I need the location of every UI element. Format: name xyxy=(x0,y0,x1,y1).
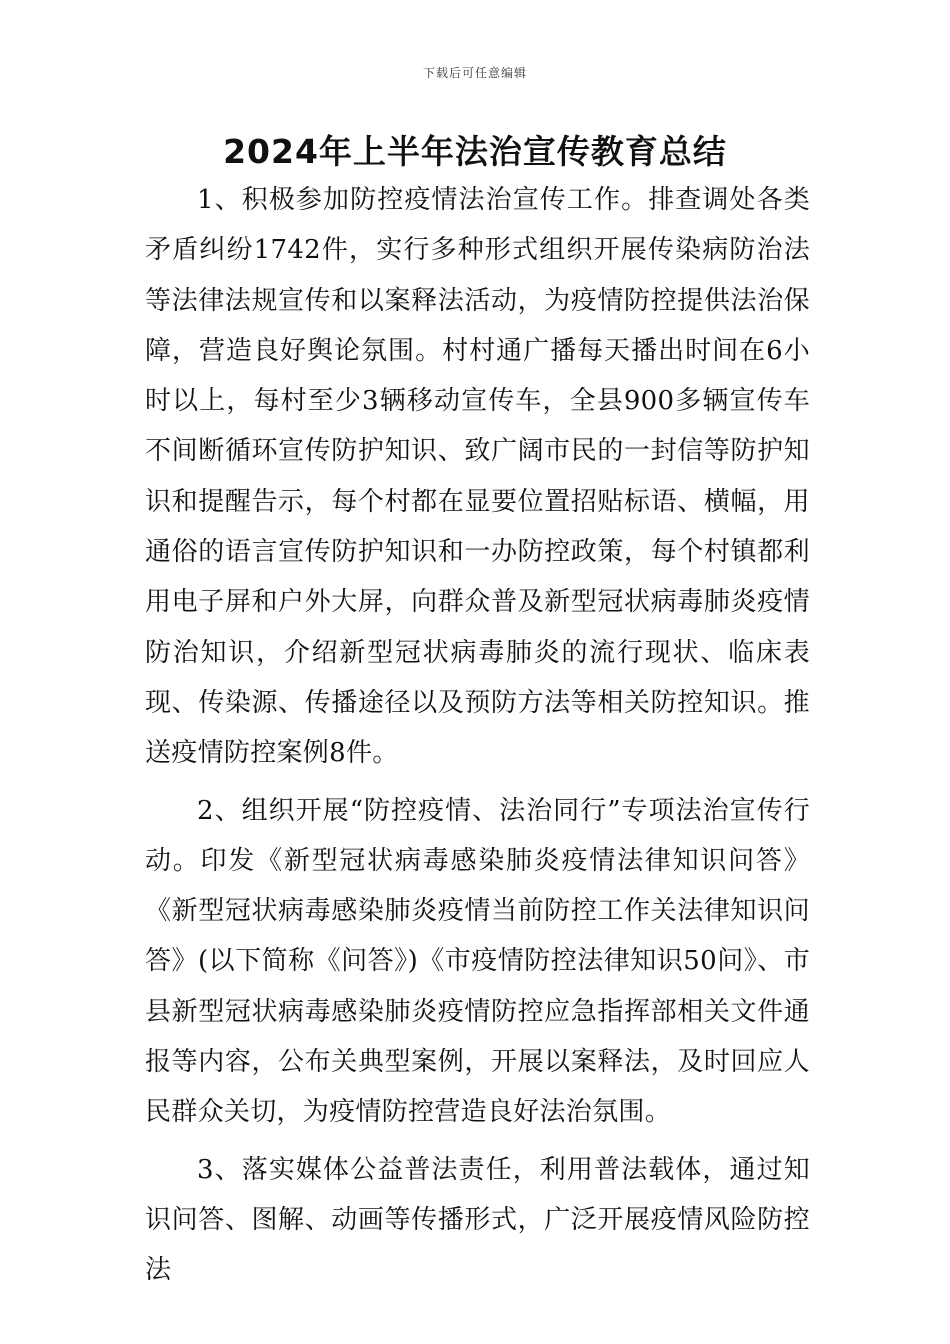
paragraph-1: 1、积极参加防控疫情法治宣传工作。排查调处各类矛盾纠纷1742件，实行多种形式组织开展传染病防治法等法律法规宣传和以案释法活动，为疫情防控提供法治保障，营造良好舆论氛围。村村通广播每天播出时间在6小时以上，每村至少3辆移动宣传车，全县900多辆宣传车不间断循环宣传防护知识、致广阔市民的一封信等防护知识和提醒告示，每个村都在显要位置招贴标语、横幅，用通俗的语言宣传防护知识和一办防控政策，每个村镇都利用电子屏和户外大屏，向群众普及新型冠状病毒肺炎疫情防治知识，介绍新型冠状病毒肺炎的流行现状、临床表现、传染源、传播途径以及预防方法等相关防控知识。推送疫情防控案例8件。 xyxy=(145,185,810,769)
document-body xyxy=(145,175,810,1296)
paragraph-3: 3、落实媒体公益普法责任，利用普法载体，通过知识问答、图解、动画等传播形式，广泛开展疫情风险防控法 xyxy=(145,1154,810,1286)
document-title: 2024年上半年法治宣传教育总结 xyxy=(223,132,727,171)
paragraph-2: 2、组织开展“防控疫情、法治同行”专项法治宣传行动。印发《新型冠状病毒感染肺炎疫情法律知识问答》《新型冠状病毒感染肺炎疫情当前防控工作关法律知识问答》(以下简称《问答》)《市疫情防控法律知识50问》、市县新型冠状病毒感染肺炎疫情防控应急指挥部相关文件通报等内容，公布关典型案例，开展以案释法，及时回应人民群众关切，为疫情防控营造良好法治氛围。 xyxy=(145,795,810,1128)
header-note: 下载后可任意编辑 xyxy=(422,66,527,80)
